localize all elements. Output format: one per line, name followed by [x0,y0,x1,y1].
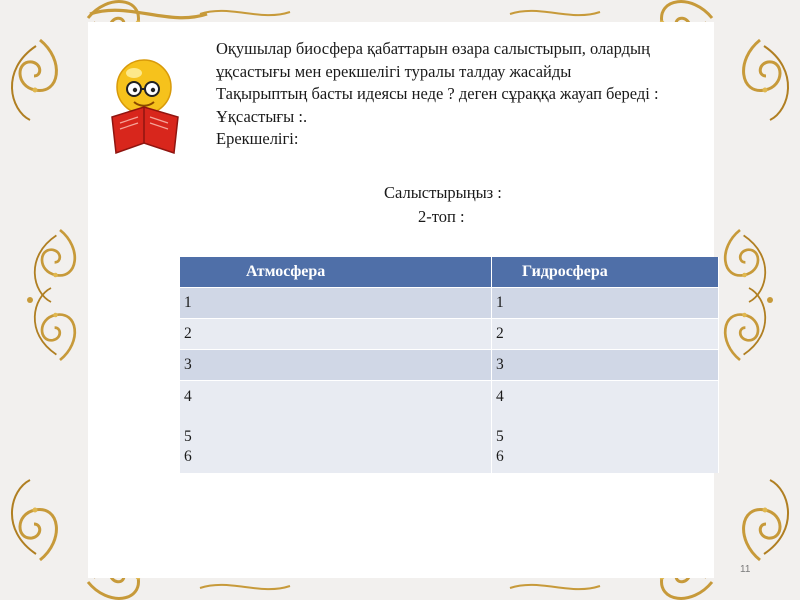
header-hydrosphere: Гидросфера [492,257,719,288]
table-header-row [180,257,719,288]
table-cell: 1 [180,288,492,319]
compare-label: Салыстырыңыз : [384,183,502,202]
intro-text [216,38,756,151]
table-row [180,350,719,381]
table-cell: 2 [180,319,492,350]
table-cell: 3 [492,350,719,381]
table-cell: 1 [492,288,719,319]
table-row [180,288,719,319]
text-line: Оқушылар биосфера қабаттарын өзара салыстырып, олардың [216,39,650,58]
smiley-reading-book-icon [104,55,190,155]
text-line: Ұқсастығы :. [216,106,308,126]
table-cell: 2 [492,319,719,350]
text-line: ұқсастығы мен ерекшелігі туралы талдау жасайды [216,61,572,81]
text-line: Ерекшелігі: [216,129,299,148]
table-cell [492,381,719,474]
cell-line: 5 [496,428,504,445]
text-line: Тақырыптың басты идеясы неде ? деген сұраққа жауап береді : [216,84,659,103]
cell-line: 5 [184,428,192,445]
table-cell: 3 [180,350,492,381]
page-number: 11 [740,564,751,575]
cell-line: 4 [184,388,192,405]
group-label: 2-топ : [418,207,465,226]
cell-line: 4 [496,388,504,405]
table-row [180,319,719,350]
table-cell [180,381,492,474]
cell-line: 6 [184,448,192,465]
comparison-table [180,257,719,473]
header-atmosphere: Атмосфера [180,257,492,288]
cell-line: 6 [496,448,504,465]
table-row [180,381,719,474]
